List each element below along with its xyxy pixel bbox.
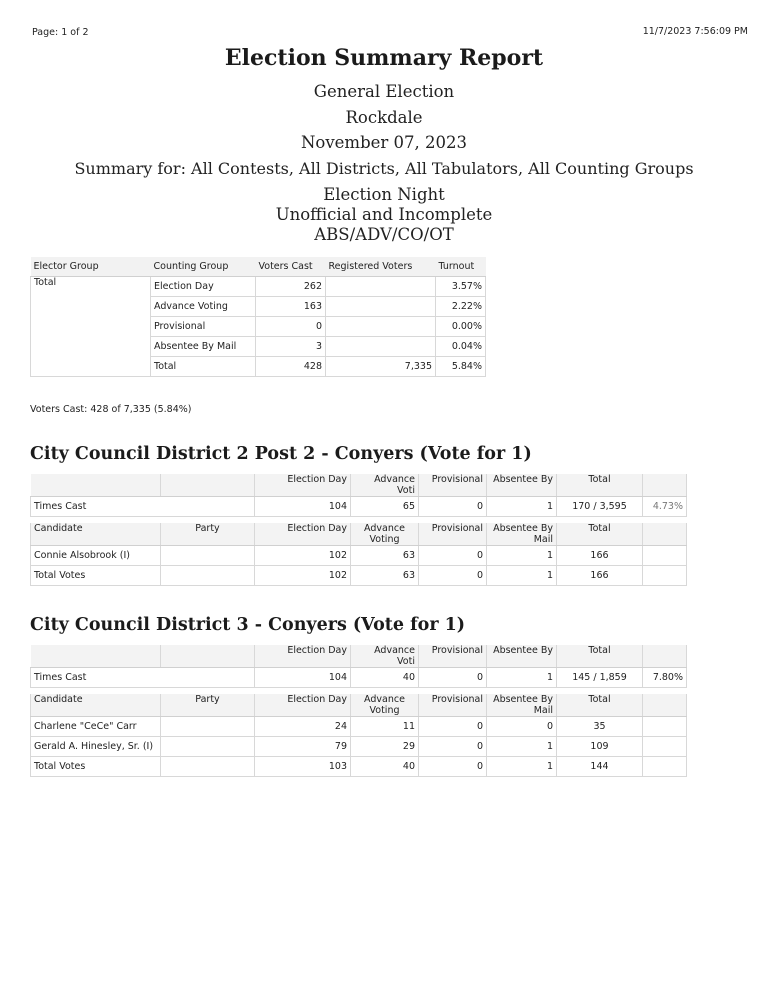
candidate-row [31, 717, 687, 737]
elector-group-cell: Total [31, 277, 151, 377]
contest-table [30, 474, 687, 586]
col-advance-voting: Advance Voti [351, 645, 419, 668]
col-absentee [487, 694, 557, 717]
absentee-cell: 1 [487, 566, 557, 586]
times-cast-header-row [31, 645, 687, 668]
candidate-row [31, 546, 687, 566]
registered-voters-cell: 7,335 [326, 357, 436, 377]
absentee-cell: 1 [487, 757, 557, 777]
turnout-cell: 0.00% [436, 317, 486, 337]
total-votes-label: Total Votes [31, 757, 161, 777]
col-total: Total [557, 523, 643, 546]
registered-voters-cell [326, 297, 436, 317]
advance-voting-cell: 40 [351, 668, 419, 688]
absentee-cell: 1 [487, 668, 557, 688]
voters-cast-cell: 262 [256, 277, 326, 297]
election-day-cell: 103 [255, 757, 351, 777]
col-candidate: Candidate [31, 523, 161, 546]
col-elector-group: Elector Group [31, 257, 151, 277]
report-status: Unofficial and Incomplete [275, 205, 493, 224]
counting-group-cell: Election Day [151, 277, 256, 297]
col-total: Total [557, 694, 643, 717]
voters-cast-cell: 0 [256, 317, 326, 337]
col-provisional: Provisional [419, 474, 487, 497]
counting-group-cell: Absentee By Mail [151, 337, 256, 357]
col-advance-voting [351, 523, 419, 546]
mail-label: Mail [533, 534, 553, 545]
election-day-cell: 79 [255, 737, 351, 757]
counting-groups-code: ABS/ADV/CO/OT [314, 225, 454, 244]
candidate-name: Gerald A. Hinesley, Sr. (I) [31, 737, 161, 757]
counting-group-cell: Advance Voting [151, 297, 256, 317]
col-provisional: Provisional [419, 694, 487, 717]
provisional-cell: 0 [419, 566, 487, 586]
absentee-label: Absentee By [493, 694, 553, 705]
col-total: Total [557, 645, 643, 668]
voters-cast-cell: 3 [256, 337, 326, 357]
times-cast-row [31, 497, 687, 517]
col-election-day: Election Day [255, 645, 351, 668]
voting-label: Voting [369, 534, 400, 545]
turnout-cell: 3.57% [436, 277, 486, 297]
provisional-cell: 0 [419, 737, 487, 757]
report-title: Election Summary Report [224, 45, 544, 71]
advance-voting-cell: 29 [351, 737, 419, 757]
col-advance-voting [351, 694, 419, 717]
page-number: Page: 1 of 2 [32, 27, 89, 38]
turnout-cell: 0.04% [436, 337, 486, 357]
total-votes-row [31, 757, 687, 777]
times-cast-label: Times Cast [31, 497, 255, 517]
total-cell: 166 [557, 546, 643, 566]
election-day-cell: 104 [255, 668, 351, 688]
registered-voters-cell [326, 337, 436, 357]
candidate-header-row [31, 694, 687, 717]
absentee-cell: 1 [487, 546, 557, 566]
col-provisional: Provisional [419, 645, 487, 668]
col-absentee: Absentee By [487, 474, 557, 497]
registered-voters-cell [326, 317, 436, 337]
col-party: Party [161, 694, 255, 717]
provisional-cell: 0 [419, 717, 487, 737]
col-candidate: Candidate [31, 694, 161, 717]
col-provisional: Provisional [419, 523, 487, 546]
summary-scope: Summary for: All Contests, All Districts, All Tabulators, All Counting Groups [74, 159, 694, 178]
absentee-cell: 1 [487, 497, 557, 517]
party-cell [161, 546, 255, 566]
candidate-name: Charlene "CeCe" Carr [31, 717, 161, 737]
election-day-cell: 102 [255, 546, 351, 566]
voters-cast-note: Voters Cast: 428 of 7,335 (5.84%) [30, 404, 192, 415]
provisional-cell: 0 [419, 668, 487, 688]
col-election-day: Election Day [255, 523, 351, 546]
turnout-summary-table [30, 257, 486, 377]
election-day-cell: 104 [255, 497, 351, 517]
col-absentee: Absentee By [487, 645, 557, 668]
advance-label: Advance [364, 694, 405, 705]
turnout-pct-cell: 4.73% [643, 497, 687, 517]
col-counting-group: Counting Group [151, 257, 256, 277]
advance-voting-cell: 40 [351, 757, 419, 777]
report-timestamp: 11/7/2023 7:56:09 PM [642, 26, 748, 37]
voting-label: Voting [369, 705, 400, 716]
col-registered-voters: Registered Voters [326, 257, 436, 277]
col-party: Party [161, 523, 255, 546]
absentee-cell: 1 [487, 737, 557, 757]
total-cell: 35 [557, 717, 643, 737]
absentee-cell: 0 [487, 717, 557, 737]
mail-label: Mail [533, 705, 553, 716]
provisional-cell: 0 [419, 497, 487, 517]
table-header-row [31, 257, 486, 277]
total-votes-label: Total Votes [31, 566, 161, 586]
party-cell [161, 737, 255, 757]
election-name: General Election [313, 82, 455, 101]
report-stage: Election Night [323, 185, 445, 204]
advance-voting-cell: 63 [351, 566, 419, 586]
election-date: November 07, 2023 [300, 133, 468, 152]
total-cell: 170 / 3,595 [557, 497, 643, 517]
advance-voting-cell: 63 [351, 546, 419, 566]
advance-voting-cell: 65 [351, 497, 419, 517]
col-turnout: Turnout [436, 257, 486, 277]
times-cast-label: Times Cast [31, 668, 255, 688]
election-day-cell: 24 [255, 717, 351, 737]
times-cast-row [31, 668, 687, 688]
registered-voters-cell [326, 277, 436, 297]
table-row [31, 277, 486, 297]
candidate-name: Connie Alsobrook (I) [31, 546, 161, 566]
candidate-row [31, 737, 687, 757]
col-voters-cast: Voters Cast [256, 257, 326, 277]
col-election-day: Election Day [255, 474, 351, 497]
contest-table [30, 645, 687, 777]
contest-title: City Council District 2 Post 2 - Conyers (Vote for 1) [30, 444, 532, 464]
turnout-pct-cell: 7.80% [643, 668, 687, 688]
counting-group-cell: Provisional [151, 317, 256, 337]
total-cell: 144 [557, 757, 643, 777]
contest-title: City Council District 3 - Conyers (Vote for 1) [30, 615, 466, 635]
col-absentee [487, 523, 557, 546]
advance-voting-cell: 11 [351, 717, 419, 737]
provisional-cell: 0 [419, 546, 487, 566]
total-cell: 109 [557, 737, 643, 757]
turnout-cell: 2.22% [436, 297, 486, 317]
county-name: Rockdale [345, 108, 423, 127]
total-cell: 145 / 1,859 [557, 668, 643, 688]
provisional-cell: 0 [419, 757, 487, 777]
party-cell [161, 717, 255, 737]
turnout-cell: 5.84% [436, 357, 486, 377]
col-advance-voting: Advance Voti [351, 474, 419, 497]
voters-cast-cell: 163 [256, 297, 326, 317]
col-total: Total [557, 474, 643, 497]
total-cell: 166 [557, 566, 643, 586]
voters-cast-cell: 428 [256, 357, 326, 377]
times-cast-header-row [31, 474, 687, 497]
candidate-header-row [31, 523, 687, 546]
election-day-cell: 102 [255, 566, 351, 586]
col-election-day: Election Day [255, 694, 351, 717]
absentee-label: Absentee By [493, 523, 553, 534]
advance-label: Advance [364, 523, 405, 534]
total-votes-row [31, 566, 687, 586]
counting-group-cell: Total [151, 357, 256, 377]
